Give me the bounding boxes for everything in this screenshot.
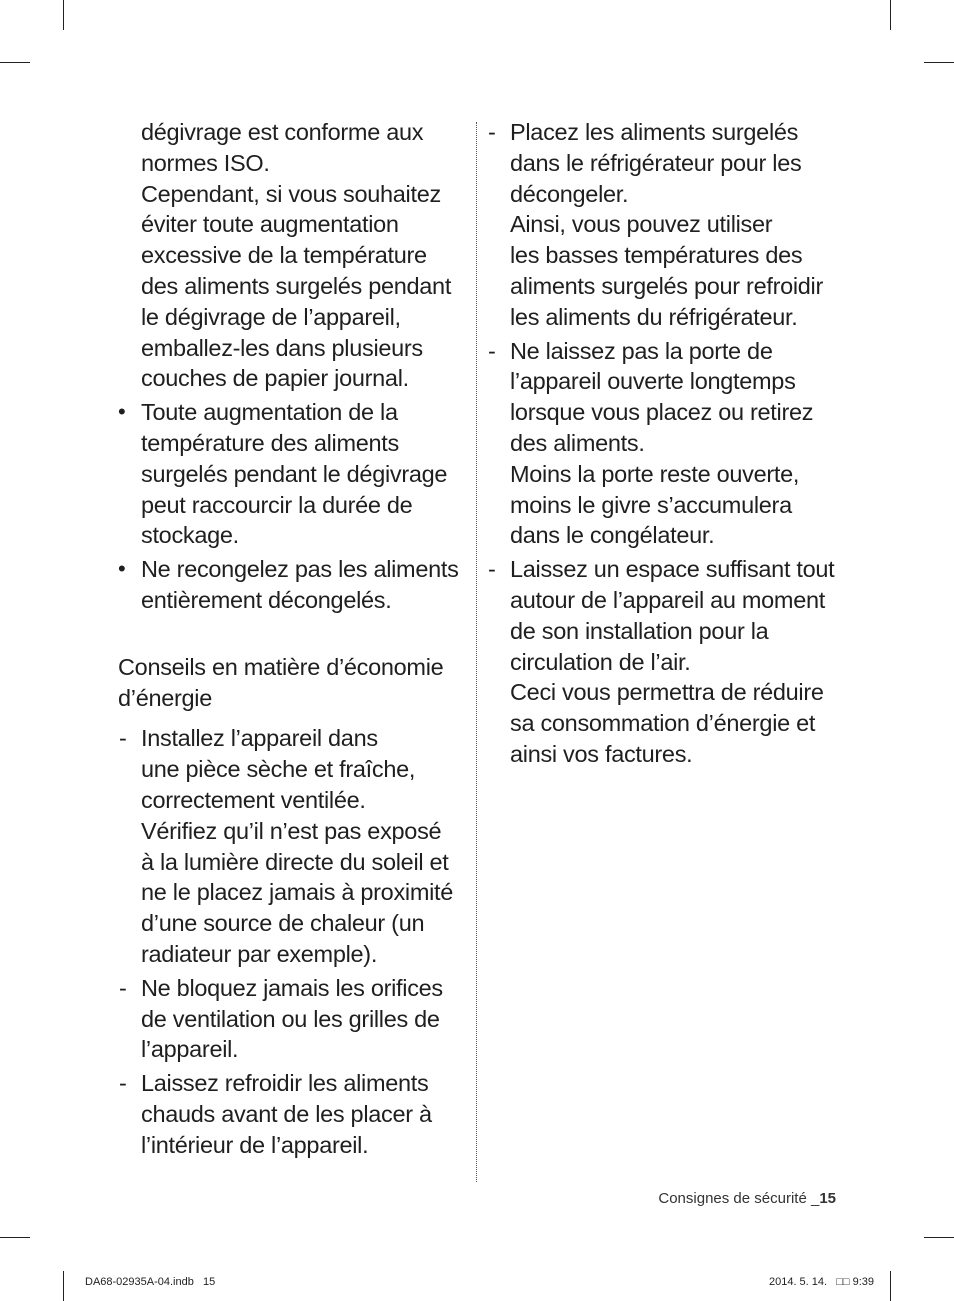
text-line: circulation de l’air. bbox=[510, 648, 691, 675]
bullet-item bbox=[118, 554, 468, 616]
text-line: correctement ventilée. bbox=[141, 786, 366, 813]
text-line: emballez-les dans plusieurs bbox=[141, 334, 423, 361]
dash-item bbox=[487, 554, 837, 770]
crop-mark bbox=[63, 1271, 64, 1301]
crop-mark bbox=[0, 1237, 30, 1238]
text-line: l’appareil. bbox=[141, 1036, 239, 1063]
text-line: Ne recongelez pas les aliments bbox=[141, 556, 459, 583]
heading-line: d’énergie bbox=[118, 684, 212, 711]
text-line: aliments surgelés pour refroidir bbox=[510, 272, 824, 299]
dash-marker: - bbox=[488, 119, 496, 145]
text-line: les aliments du réfrigérateur. bbox=[510, 303, 798, 330]
text-line: le dégivrage de l’appareil, bbox=[141, 303, 401, 330]
text-line: une pièce sèche et fraîche, bbox=[141, 756, 416, 783]
text-line: Ceci vous permettra de réduire bbox=[510, 679, 824, 706]
text-line: stockage. bbox=[141, 522, 239, 549]
dash-item bbox=[118, 973, 468, 1065]
text-line: à la lumière directe du soleil et bbox=[141, 848, 449, 875]
dash-item bbox=[118, 723, 468, 969]
crop-mark bbox=[63, 0, 64, 30]
crop-mark bbox=[924, 1237, 954, 1238]
text-line: des aliments. bbox=[510, 429, 645, 456]
text-line: normes ISO. bbox=[141, 149, 270, 176]
page-number: 15 bbox=[819, 1190, 836, 1207]
text-line: couches de papier journal. bbox=[141, 365, 409, 392]
dash-item bbox=[487, 117, 837, 333]
dash-marker: - bbox=[488, 337, 496, 364]
footer-section-label: Consignes de sécurité _ bbox=[658, 1190, 820, 1207]
right-column bbox=[487, 117, 837, 773]
dash-marker: - bbox=[119, 1070, 127, 1097]
text-line: éviter toute augmentation bbox=[141, 211, 399, 238]
text-line: Moins la porte reste ouverte, bbox=[510, 460, 800, 487]
text-line: dans le réfrigérateur pour les bbox=[510, 149, 802, 176]
text-line: Laissez refroidir les aliments bbox=[141, 1070, 429, 1097]
text-line: excessive de la température bbox=[141, 242, 427, 269]
dash-marker: - bbox=[119, 974, 127, 1001]
heading-line: Conseils en matière d’économie bbox=[118, 653, 444, 680]
text-line: des aliments surgelés pendant bbox=[141, 272, 452, 299]
text-line: de son installation pour la bbox=[510, 617, 769, 644]
crop-mark bbox=[890, 1271, 891, 1301]
text-line: Ne bloquez jamais les orifices bbox=[141, 974, 443, 1001]
text-line: d’une source de chaleur (un bbox=[141, 910, 425, 937]
text-line: ne le placez jamais à proximité bbox=[141, 879, 454, 906]
text-line: ainsi vos factures. bbox=[510, 740, 693, 767]
text-line: entièrement décongelés. bbox=[141, 586, 392, 613]
text-line: décongeler. bbox=[510, 180, 629, 207]
text-line: chauds avant de les placer à bbox=[141, 1100, 432, 1127]
crop-mark bbox=[924, 62, 954, 63]
text-line: de ventilation ou les grilles de bbox=[141, 1005, 440, 1032]
text-line: température des aliments bbox=[141, 429, 399, 456]
bullet-item bbox=[118, 397, 468, 551]
print-date-info: 2014. 5. 14. □□ 9:39 bbox=[768, 1276, 874, 1288]
column-divider bbox=[476, 122, 477, 1182]
bullet-marker: • bbox=[118, 399, 126, 425]
text-line: autour de l’appareil au moment bbox=[510, 586, 825, 613]
text-line: Laissez un espace suffisant tout bbox=[510, 556, 835, 583]
text-line: surgelés pendant le dégivrage bbox=[141, 460, 448, 487]
dash-item bbox=[118, 1068, 468, 1160]
text-line: radiateur par exemple). bbox=[141, 940, 378, 967]
bullet-marker: • bbox=[118, 556, 126, 582]
text-line: lorsque vous placez ou retirez bbox=[510, 399, 814, 426]
text-line: Vérifiez qu’il n’est pas exposé bbox=[141, 817, 442, 844]
page-footer bbox=[658, 1190, 836, 1207]
crop-mark bbox=[890, 0, 891, 30]
text-line: Installez l’appareil dans bbox=[141, 725, 378, 752]
dash-marker: - bbox=[488, 556, 496, 583]
text-line: sa consommation d’énergie et bbox=[510, 710, 816, 737]
text-line: Placez les aliments surgelés bbox=[510, 119, 799, 145]
text-line: Toute augmentation de la bbox=[141, 399, 398, 426]
continuation-paragraph bbox=[118, 117, 468, 394]
print-file-info: DA68-02935A-04.indb 15 bbox=[85, 1276, 216, 1288]
dash-item bbox=[487, 336, 837, 552]
crop-mark bbox=[0, 62, 30, 63]
text-line: moins le givre s’accumulera bbox=[510, 491, 792, 518]
text-line: l’appareil ouverte longtemps bbox=[510, 368, 796, 395]
text-line: l’intérieur de l’appareil. bbox=[141, 1131, 369, 1158]
text-line: dans le congélateur. bbox=[510, 522, 715, 549]
text-line: Cependant, si vous souhaitez bbox=[141, 180, 441, 207]
text-line: les basses températures des bbox=[510, 242, 803, 269]
left-column bbox=[118, 117, 468, 1164]
text-line: peut raccourcir la durée de bbox=[141, 491, 413, 518]
dash-marker: - bbox=[119, 725, 127, 752]
section-heading bbox=[118, 652, 468, 714]
text-line: dégivrage est conforme aux bbox=[141, 119, 424, 145]
text-line: Ainsi, vous pouvez utiliser bbox=[510, 211, 773, 238]
text-line: Ne laissez pas la porte de bbox=[510, 337, 773, 364]
